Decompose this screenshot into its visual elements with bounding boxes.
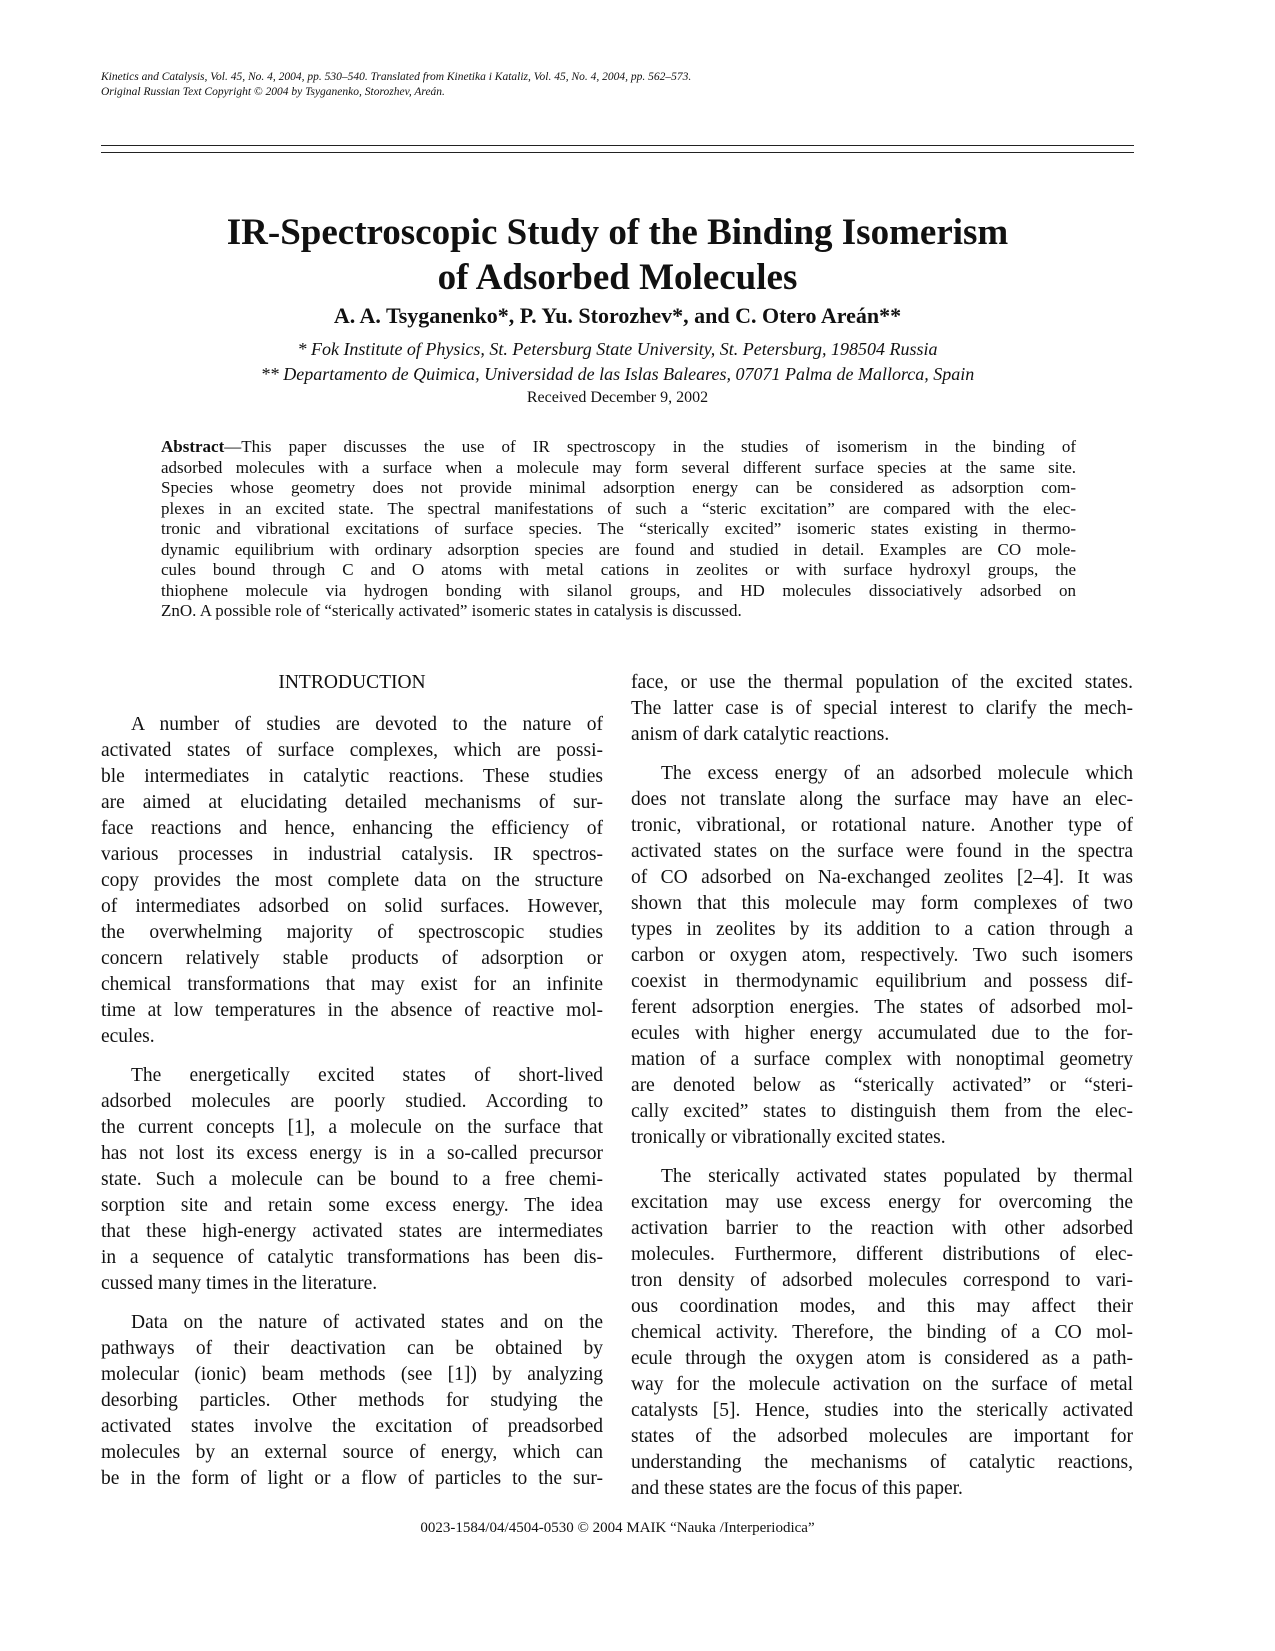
text-line: shown that this molecule may form complexes of two bbox=[631, 893, 1133, 914]
text-line: molecular (ionic) beam methods (see [1]) by analyzing bbox=[101, 1364, 603, 1385]
text-line: does not translate along the surface may have an elec- bbox=[631, 789, 1133, 810]
abstract-line: tronic and vibrational excitations of surface species. The “sterically excited” isomeric states existing in thermo- bbox=[161, 519, 1076, 538]
abstract bbox=[161, 437, 1076, 622]
text-line: mation of a surface complex with nonoptimal geometry bbox=[631, 1049, 1133, 1070]
received-date: Received December 9, 2002 bbox=[526, 389, 709, 406]
text-line: catalysts [5]. Hence, studies into the sterically activated bbox=[631, 1400, 1133, 1421]
text-line: the current concepts [1], a molecule on the surface that bbox=[101, 1117, 603, 1138]
footer-copyright: 0023-1584/04/4504-0530 © 2004 MAIK “Nauka /Interperiodica” bbox=[420, 1520, 815, 1536]
text-line: chemical activity. Therefore, the binding of a CO mol- bbox=[631, 1322, 1133, 1343]
text-line: sorption site and retain some excess energy. The idea bbox=[101, 1195, 603, 1216]
text-line: in a sequence of catalytic transformations has been dis- bbox=[101, 1247, 603, 1268]
text-line: chemical transformations that may exist for an infinite bbox=[101, 974, 603, 995]
text-line: tronically or vibrationally excited states. bbox=[631, 1127, 946, 1148]
text-line: tron density of adsorbed molecules correspond to vari- bbox=[631, 1270, 1133, 1291]
text-line: excitation may use excess energy for overcoming the bbox=[631, 1192, 1133, 1213]
text-line: tronic, vibrational, or rotational nature. Another type of bbox=[631, 815, 1133, 836]
right-column bbox=[631, 670, 1133, 1515]
text-line: The sterically activated states populated by thermal bbox=[661, 1166, 1133, 1187]
authors: A. A. Tsyganenko*, P. Yu. Storozhev*, and C. Otero Areán** bbox=[333, 303, 902, 328]
abstract-line bbox=[161, 437, 1076, 458]
affiliation: ** Departamento de Quimica, Universidad de las Islas Baleares, 07071 Palma de Mallorca, Spain bbox=[260, 364, 975, 384]
text-line: ble intermediates in catalytic reactions. These studies bbox=[101, 766, 603, 787]
text-line: copy provides the most complete data on the structure bbox=[101, 870, 603, 891]
text-line: Data on the nature of activated states and on the bbox=[131, 1312, 603, 1333]
paragraph bbox=[101, 712, 603, 1050]
abstract-line: ZnO. A possible role of “sterically activated” isomeric states in catalysis is discussed. bbox=[161, 601, 742, 620]
text-line: the overwhelming majority of spectroscopic studies bbox=[101, 922, 603, 943]
text-line: has not lost its excess energy is in a so-called precursor bbox=[101, 1143, 603, 1164]
text-line: cussed many times in the literature. bbox=[101, 1273, 378, 1294]
text-line: types in zeolites by its addition to a cation through a bbox=[631, 919, 1133, 940]
abstract-line: thiophene molecule via hydrogen bonding with silanol groups, and HD molecules dissociatively adsorbed on bbox=[161, 580, 1076, 600]
text-line: ecule through the oxygen atom is considered as a path- bbox=[631, 1348, 1133, 1369]
text-line: face, or use the thermal population of the excited states. bbox=[631, 672, 1133, 693]
text-line: and these states are the focus of this paper. bbox=[631, 1478, 963, 1499]
text-line: state. Such a molecule can be bound to a free chemi- bbox=[101, 1169, 603, 1190]
text-line: coexist in thermodynamic equilibrium and possess dif- bbox=[631, 971, 1133, 992]
abstract-line: dynamic equilibrium with ordinary adsorption species are found and studied in detail. Examples are CO mole- bbox=[161, 539, 1076, 559]
abstract-line: plexes in an excited state. The spectral manifestations of such a “steric excitation” are compared with the elec- bbox=[161, 498, 1076, 518]
text-line: of intermediates adsorbed on solid surfaces. However, bbox=[101, 896, 603, 917]
text-line: anism of dark catalytic reactions. bbox=[631, 724, 890, 745]
text-line: are aimed at elucidating detailed mechanisms of sur- bbox=[101, 792, 603, 813]
text-line: A number of studies are devoted to the nature of bbox=[131, 714, 603, 735]
text-line: activated states involve the excitation of preadsorbed bbox=[101, 1416, 603, 1437]
text-line: are denoted below as “sterically activated” or “steri- bbox=[631, 1075, 1133, 1096]
paragraph bbox=[101, 1063, 603, 1297]
text-line: face reactions and hence, enhancing the efficiency of bbox=[101, 818, 603, 839]
text-line: activated states of surface complexes, which are possi- bbox=[101, 740, 603, 761]
header-rule-bottom bbox=[101, 152, 1134, 153]
text-line: The energetically excited states of short-lived bbox=[131, 1065, 603, 1086]
text-line: various processes in industrial catalysis. IR spectros- bbox=[101, 844, 603, 865]
paragraph bbox=[631, 1164, 1133, 1502]
text-line: ous coordination modes, and this may affect their bbox=[631, 1296, 1133, 1317]
title-line: of Adsorbed Molecules bbox=[437, 257, 798, 298]
text-line: ferent adsorption energies. The states of adsorbed mol- bbox=[631, 997, 1133, 1018]
text-line: The latter case is of special interest to clarify the mech- bbox=[631, 698, 1133, 719]
paragraph bbox=[101, 1310, 603, 1492]
text-line: concern relatively stable products of adsorption or bbox=[101, 948, 603, 969]
text-line: of CO adsorbed on Na-exchanged zeolites [2–4]. It was bbox=[631, 867, 1133, 888]
text-line: understanding the mechanisms of catalytic reactions, bbox=[631, 1452, 1133, 1473]
text-line: states of the adsorbed molecules are important for bbox=[631, 1426, 1133, 1447]
paper-title bbox=[101, 210, 1134, 300]
abstract-label: Abstract bbox=[161, 437, 225, 456]
text-line: desorbing particles. Other methods for studying the bbox=[101, 1390, 603, 1411]
text-line: The excess energy of an adsorbed molecule which bbox=[661, 763, 1133, 784]
text-line: that these high-energy activated states are intermediates bbox=[101, 1221, 603, 1242]
text-line: molecules by an external source of energy, which can bbox=[101, 1442, 603, 1463]
section-heading: INTRODUCTION bbox=[278, 672, 426, 693]
text-line: carbon or oxygen atom, respectively. Two such isomers bbox=[631, 945, 1133, 966]
copyright-line: Original Russian Text Copyright © 2004 by Tsyganenko, Storozhev, Areán. bbox=[101, 86, 445, 98]
text-line: ecules. bbox=[101, 1026, 155, 1047]
affiliation: * Fok Institute of Physics, St. Petersburg State University, St. Petersburg, 198504 Russia bbox=[297, 339, 938, 359]
header-rule-top bbox=[101, 145, 1134, 146]
text-line: pathways of their deactivation can be obtained by bbox=[101, 1338, 603, 1359]
text-line: be in the form of light or a flow of particles to the sur- bbox=[101, 1468, 603, 1489]
text-line: way for the molecule activation on the surface of metal bbox=[631, 1374, 1133, 1395]
left-column bbox=[101, 670, 603, 1505]
abstract-line-text: —This paper discusses the use of IR spectroscopy in the studies of isomerism in the binding of bbox=[224, 437, 1076, 456]
text-line: adsorbed molecules are poorly studied. According to bbox=[101, 1091, 603, 1112]
abstract-line: cules bound through C and O atoms with metal cations in zeolites or with surface hydroxyl groups, the bbox=[161, 560, 1076, 579]
journal-citation: Kinetics and Catalysis, Vol. 45, No. 4, 2004, pp. 530–540. Translated from Kinetika i Kataliz, Vol. 45, No. 4, 2004, pp. 562–573. bbox=[101, 71, 692, 83]
abstract-line: adsorbed molecules with a surface when a molecule may form several different surface species at the same site. bbox=[161, 457, 1076, 477]
title-line: IR-Spectroscopic Study of the Binding Isomerism bbox=[226, 212, 1009, 253]
text-line: time at low temperatures in the absence of reactive mol- bbox=[101, 1000, 603, 1021]
paragraph bbox=[631, 761, 1133, 1151]
text-line: ecules with higher energy accumulated due to the for- bbox=[631, 1023, 1133, 1044]
paragraph bbox=[631, 670, 1133, 748]
abstract-line: Species whose geometry does not provide minimal adsorption energy can be considered as adsorption com- bbox=[161, 478, 1076, 497]
text-line: activation barrier to the reaction with other adsorbed bbox=[631, 1218, 1133, 1239]
text-line: activated states on the surface were found in the spectra bbox=[631, 841, 1133, 862]
text-line: molecules. Furthermore, different distributions of elec- bbox=[631, 1244, 1133, 1265]
text-line: cally excited” states to distinguish them from the elec- bbox=[631, 1101, 1133, 1122]
